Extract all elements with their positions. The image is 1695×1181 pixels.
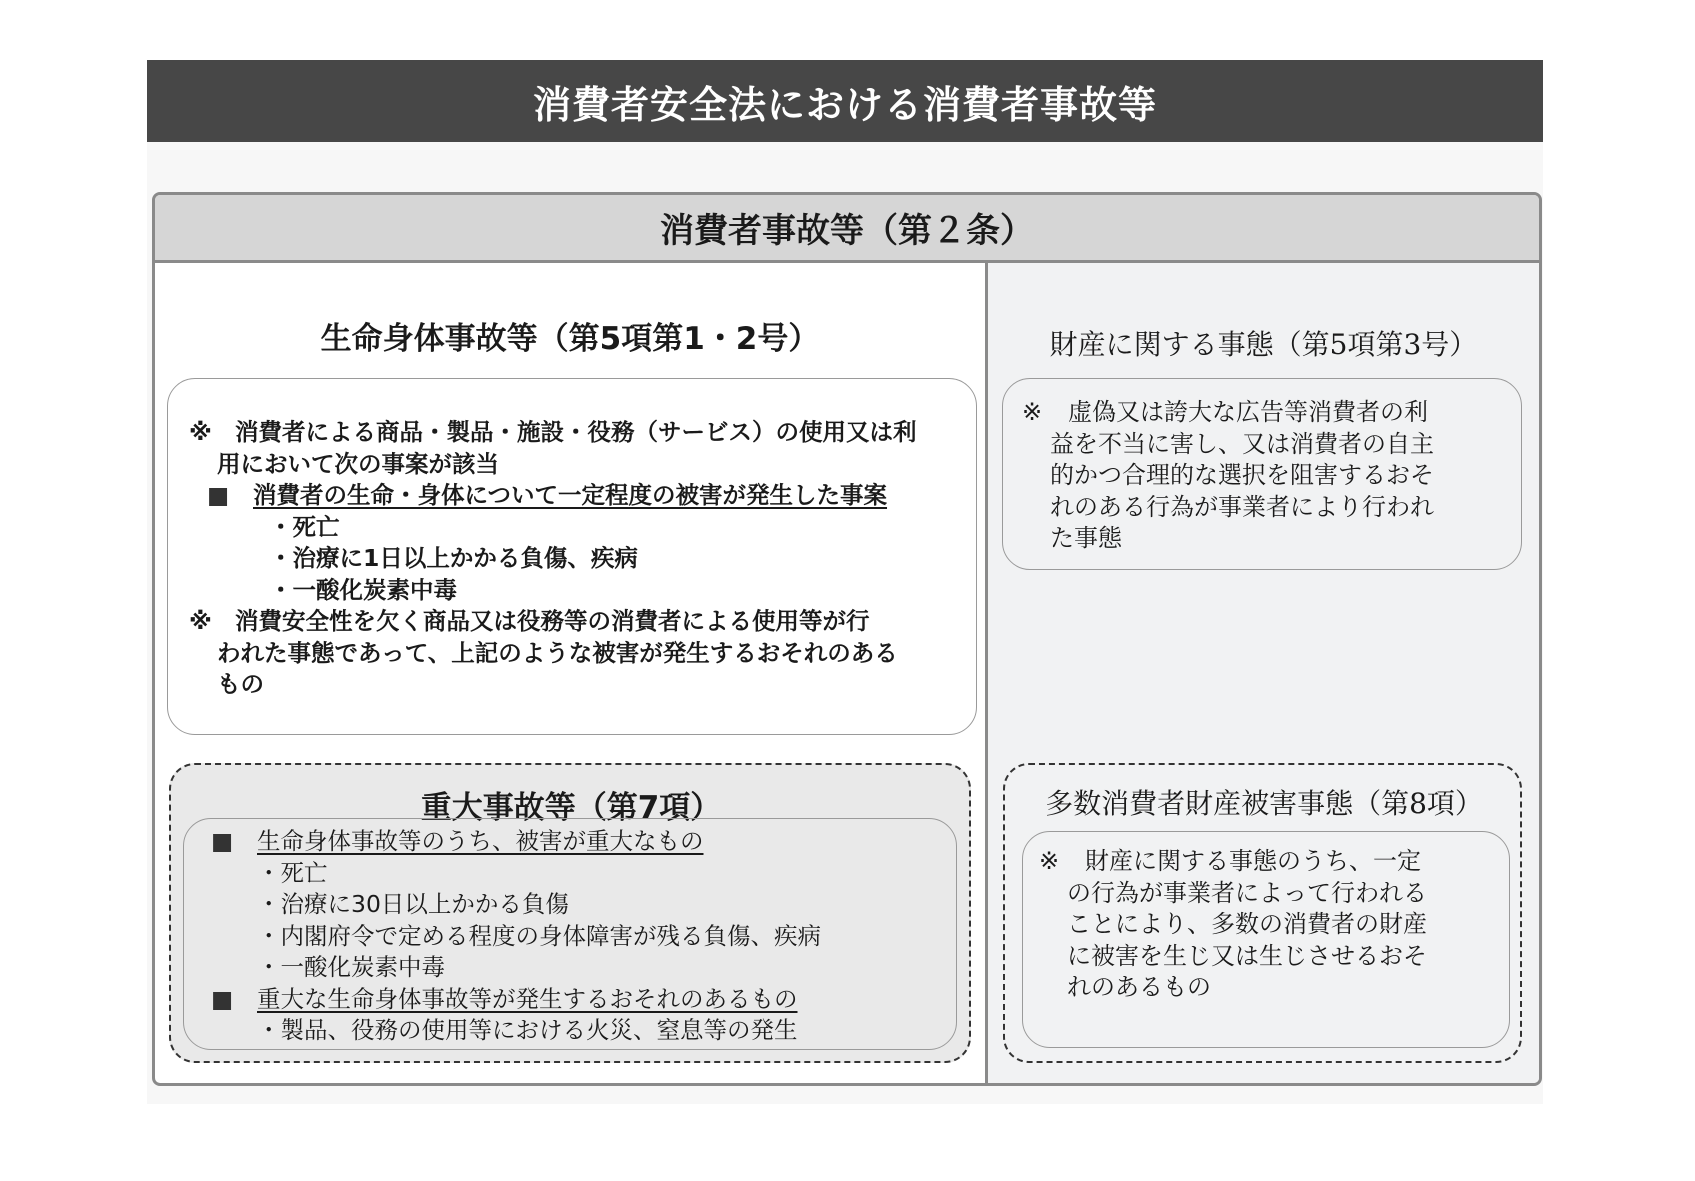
note-continuation: 的かつ合理的な選択を阻害するおそ bbox=[1050, 461, 1434, 489]
note-continuation: れのあるもの bbox=[1067, 973, 1211, 1001]
note-mark: ※ bbox=[1022, 398, 1043, 426]
square-item bbox=[211, 826, 951, 858]
list-item: ・内閣府令で定める程度の身体障害が残る負傷、疾病 bbox=[257, 921, 821, 950]
note-text: 財産に関する事態のうち、一定 bbox=[1085, 847, 1421, 875]
list-item: ・死亡 bbox=[257, 858, 328, 887]
slide-title: 消費者安全法における消費者事故等 bbox=[147, 60, 1543, 142]
life-body-text bbox=[189, 417, 959, 701]
note-continuation: われた事態であって、上記のような被害が発生するおそれのある bbox=[217, 638, 898, 667]
mass-heading: 多数消費者財産被害事態（第8項） bbox=[1045, 787, 1483, 820]
frame-header: 消費者事故等（第２条） bbox=[155, 195, 1539, 263]
serious-text bbox=[211, 826, 951, 1047]
square-bullet-icon: ■ bbox=[211, 984, 234, 1013]
note-text: 虚偽又は誇大な広告等消費者の利 bbox=[1068, 398, 1428, 426]
note-line bbox=[1022, 397, 1512, 429]
note-text: 消費者による商品・製品・施設・役務（サービス）の使用又は利 bbox=[235, 418, 917, 446]
serious-heading: 重大事故等（第7項） bbox=[420, 790, 722, 826]
life-body-heading: 生命身体事故等（第5項第1・2号） bbox=[320, 321, 820, 357]
property-text bbox=[1022, 397, 1512, 555]
square-bullet-icon: ■ bbox=[207, 481, 230, 509]
column-divider bbox=[985, 263, 988, 1083]
mass-text bbox=[1039, 846, 1499, 1004]
note-text: 消費安全性を欠く商品又は役務等の消費者による使用等が行 bbox=[235, 607, 870, 635]
list-item: ・死亡 bbox=[269, 512, 340, 541]
list-item: ・製品、役務の使用等における火災、窒息等の発生 bbox=[257, 1016, 798, 1044]
note-continuation: た事態 bbox=[1050, 524, 1122, 552]
square-item-text: 重大な生命身体事故等が発生するおそれのあるもの bbox=[257, 984, 798, 1013]
list-item: ・治療に30日以上かかる負傷 bbox=[257, 890, 569, 918]
note-mark: ※ bbox=[189, 418, 212, 446]
note-line bbox=[1039, 846, 1499, 878]
note-continuation: 益を不当に害し、又は消費者の自主 bbox=[1050, 429, 1434, 458]
list-item: ・一酸化炭素中毒 bbox=[257, 953, 445, 981]
note-mark: ※ bbox=[1039, 847, 1060, 875]
note-continuation: 用において次の事案が該当 bbox=[217, 449, 499, 478]
note-line bbox=[189, 417, 959, 449]
note-mark: ※ bbox=[189, 607, 212, 635]
note-continuation: の行為が事業者によって行われる bbox=[1067, 878, 1427, 907]
square-item-text: 生命身体事故等のうち、被害が重大なもの bbox=[257, 827, 704, 855]
property-heading: 財産に関する事態（第5項第3号） bbox=[1049, 328, 1478, 361]
consumer-accident-frame bbox=[152, 192, 1542, 1086]
note-continuation: れのある行為が事業者により行われ bbox=[1050, 492, 1434, 521]
note-line bbox=[189, 606, 959, 638]
note-continuation: もの bbox=[217, 670, 264, 698]
note-continuation: に被害を生じ又は生じさせるおそ bbox=[1067, 941, 1427, 970]
list-item: ・治療に1日以上かかる負傷、疾病 bbox=[269, 544, 638, 572]
note-continuation: ことにより、多数の消費者の財産 bbox=[1067, 910, 1427, 938]
square-item bbox=[211, 984, 951, 1016]
square-item-text: 消費者の生命・身体について一定程度の被害が発生した事案 bbox=[253, 481, 888, 509]
list-item: ・一酸化炭素中毒 bbox=[269, 575, 457, 604]
square-item bbox=[189, 480, 959, 512]
square-bullet-icon: ■ bbox=[211, 827, 234, 855]
